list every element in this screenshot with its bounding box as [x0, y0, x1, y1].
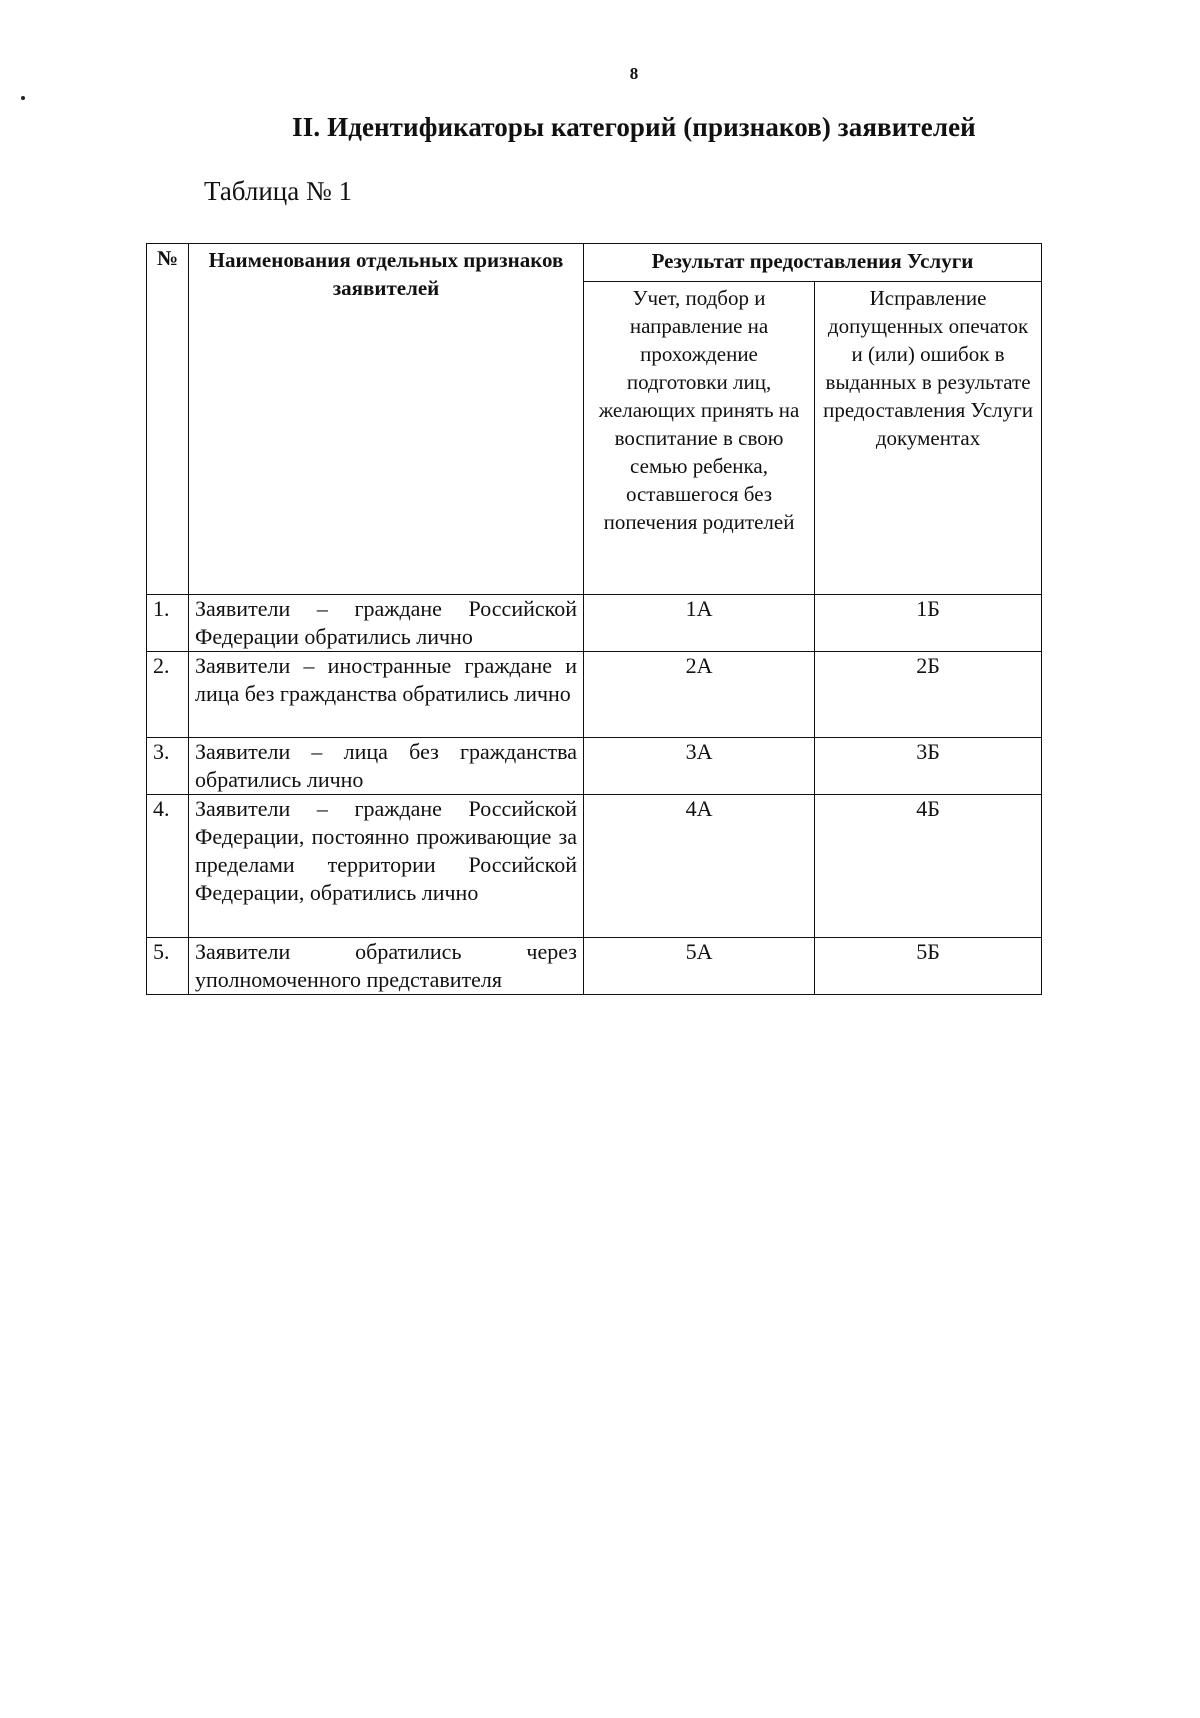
row-number: 1.: [147, 595, 189, 652]
row-code-a: 5А: [583, 938, 814, 995]
header-result-group: Результат предоставления Услуги: [583, 244, 1041, 282]
header-col-b: Исправление допущенных опечаток и (или) ошибок в выданных в результате предоставления Услуги документах: [815, 282, 1042, 595]
row-name: Заявители – лица без гражданства обратились лично: [189, 738, 584, 795]
row-code-a: 2А: [583, 652, 814, 738]
row-name: Заявители обратились через уполномоченного представителя: [189, 938, 584, 995]
row-number: 4.: [147, 795, 189, 938]
row-number: 5.: [147, 938, 189, 995]
row-code-b: 3Б: [815, 738, 1042, 795]
row-number: 2.: [147, 652, 189, 738]
header-col-a: Учет, подбор и направление на прохождение подготовки лиц, желающих принять на воспитание в свою семью ребенка, оставшегося без попечения родителей: [583, 282, 814, 595]
table-row: [147, 795, 1042, 938]
header-name: Наименования отдельных признаков заявителей: [189, 244, 584, 595]
row-code-b: 5Б: [815, 938, 1042, 995]
table-row: [147, 738, 1042, 795]
row-code-a: 1А: [583, 595, 814, 652]
row-name: Заявители – граждане Российской Федерации, постоянно проживающие за пределами территории Российской Федерации, обратились лично: [189, 795, 584, 938]
row-code-a: 4А: [583, 795, 814, 938]
row-code-b: 4Б: [815, 795, 1042, 938]
row-code-b: 2Б: [815, 652, 1042, 738]
page-number: 8: [629, 64, 639, 83]
table-row: [147, 938, 1042, 995]
table-caption: Таблица № 1: [204, 176, 352, 206]
row-code-b: 1Б: [815, 595, 1042, 652]
table-body: [147, 595, 1042, 995]
scan-speck: [21, 96, 25, 100]
row-number: 3.: [147, 738, 189, 795]
row-name: Заявители – граждане Российской Федерации обратились лично: [189, 595, 584, 652]
header-num: №: [147, 244, 189, 595]
row-code-a: 3А: [583, 738, 814, 795]
table-row: [147, 595, 1042, 652]
identifiers-table: [146, 243, 1042, 995]
table-row: [147, 652, 1042, 738]
section-heading: II. Идентификаторы категорий (признаков) заявителей: [292, 112, 976, 142]
row-name: Заявители – иностранные граждане и лица без гражданства обратились лично: [189, 652, 584, 738]
